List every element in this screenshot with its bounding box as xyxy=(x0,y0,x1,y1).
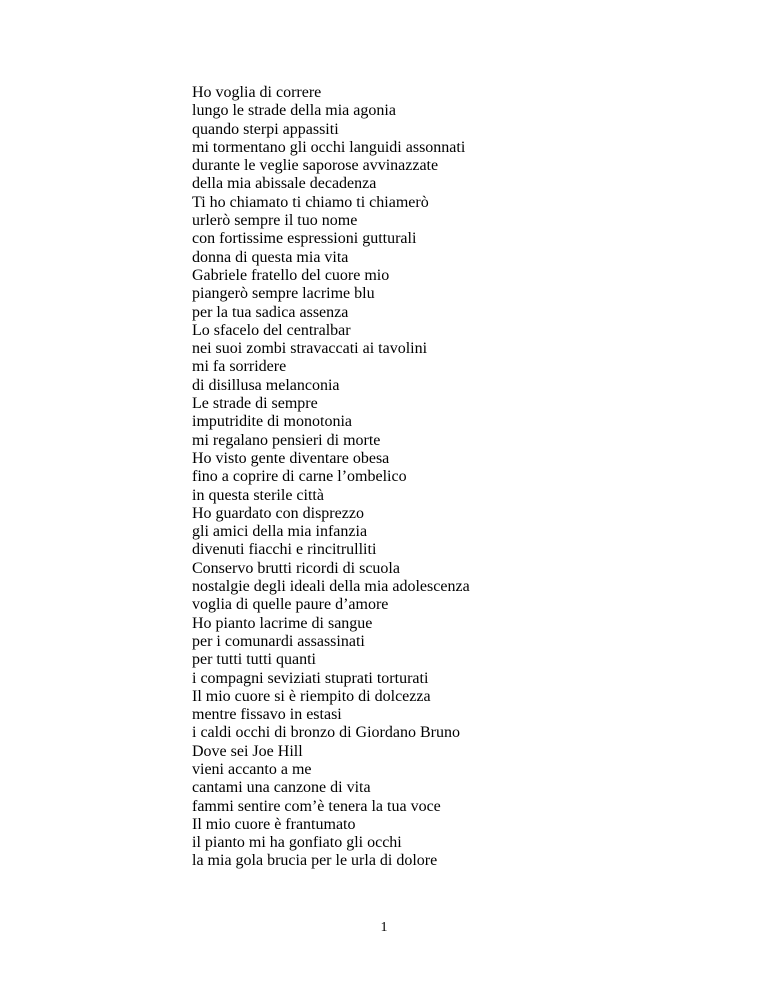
poem-line: durante le veglie saporose avvinazzate xyxy=(192,157,439,175)
poem-line: in questa sterile città xyxy=(192,486,324,504)
poem-line: mi regalano pensieri di morte xyxy=(192,431,381,449)
poem-line: gli amici della mia infanzia xyxy=(192,523,368,541)
poem-line: mentre fissavo in estasi xyxy=(192,706,342,724)
poem-line: fino a coprire di carne l’ombelico xyxy=(192,468,407,486)
poem-line: Ho pianto lacrime di sangue xyxy=(192,614,373,632)
poem-line: della mia abissale decadenza xyxy=(192,175,377,193)
poem-line: donna di questa mia vita xyxy=(192,248,349,266)
page-number: 1 xyxy=(380,920,388,935)
poem-line: piangerò sempre lacrime blu xyxy=(192,285,375,303)
poem-line: per la tua sadica assenza xyxy=(192,303,349,321)
poem-line: i caldi occhi di bronzo di Giordano Bruno xyxy=(192,724,460,742)
poem-text xyxy=(192,84,470,871)
poem-line: Ho visto gente diventare obesa xyxy=(192,449,390,467)
poem-line: nei suoi zombi stravaccati ai tavolini xyxy=(192,340,428,358)
poem-line: Le strade di sempre xyxy=(192,395,318,413)
poem-line: con fortissime espressioni gutturali xyxy=(192,230,417,248)
poem-line: Gabriele fratello del cuore mio xyxy=(192,266,390,284)
poem-line: Ho voglia di correre xyxy=(192,84,322,101)
poem-line: Il mio cuore è frantumato xyxy=(192,815,356,833)
poem-line: mi fa sorridere xyxy=(192,358,287,376)
poem-line: cantami una canzone di vita xyxy=(192,779,371,797)
poem-line: Ho guardato con disprezzo xyxy=(192,504,364,522)
poem-line: per tutti tutti quanti xyxy=(192,651,316,669)
poem-line: imputridite di monotonia xyxy=(192,413,352,431)
poem-line: il pianto mi ha gonfiato gli occhi xyxy=(192,834,402,852)
poem-line: lungo le strade della mia agonia xyxy=(192,102,396,120)
poem-line: quando sterpi appassiti xyxy=(192,120,339,138)
poem-line: Dove sei Joe Hill xyxy=(192,742,303,760)
poem-line: urlerò sempre il tuo nome xyxy=(192,212,358,230)
poem-line: i compagni seviziati stuprati torturati xyxy=(192,669,429,687)
poem-line: vieni accanto a me xyxy=(192,760,312,778)
poem-line: la mia gola brucia per le urla di dolore xyxy=(192,852,438,870)
poem-line: di disillusa melanconia xyxy=(192,376,340,394)
poem-line: fammi sentire com’è tenera la tua voce xyxy=(192,797,441,815)
poem-line: Conservo brutti ricordi di scuola xyxy=(192,559,400,577)
poem-line: voglia di quelle paure d’amore xyxy=(192,596,389,614)
poem-line: Il mio cuore si è riempito di dolcezza xyxy=(192,687,431,705)
poem-line: mi tormentano gli occhi languidi assonnati xyxy=(192,138,466,156)
poem-line: Ti ho chiamato ti chiamo ti chiamerò xyxy=(192,193,429,211)
poem-line: per i comunardi assassinati xyxy=(192,632,365,650)
poem-line: divenuti fiacchi e rincitrulliti xyxy=(192,541,377,559)
poem-line: Lo sfacelo del centralbar xyxy=(192,321,351,339)
poem-line: nostalgie degli ideali della mia adolescenza xyxy=(192,578,470,596)
